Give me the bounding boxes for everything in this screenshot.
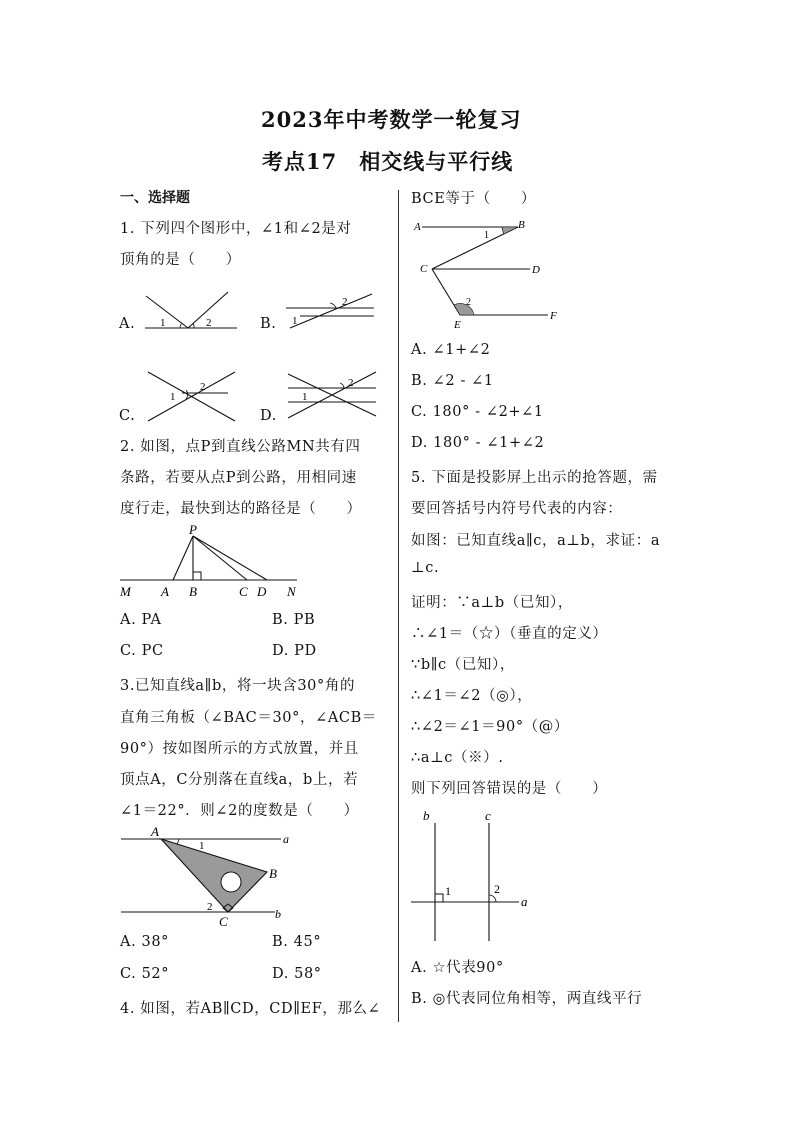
q5-line11: 则下列回答错误的是（ ） xyxy=(411,781,608,797)
q2-label-a: A xyxy=(161,584,169,599)
q4-option-a[interactable]: A. ∠1+∠2 xyxy=(411,342,491,358)
q5-angle2-label: 2 xyxy=(494,882,500,896)
q3-figure xyxy=(115,822,305,930)
q2-label-c: C xyxy=(239,584,248,599)
q5-label-line-c: c xyxy=(485,808,491,823)
q5-option-b[interactable]: B. ◎代表同位角相等，两直线平行 xyxy=(411,991,643,1007)
q2-label-b: B xyxy=(189,584,197,599)
q1-figure-d xyxy=(282,366,387,426)
q3-angle1-label: 1 xyxy=(199,840,205,852)
q4-label-a: A xyxy=(414,221,421,233)
page-subtitle: 考点17 相交线与平行线 xyxy=(262,149,514,174)
q5-label-line-a: a xyxy=(521,894,528,909)
q1a-angle2-label: 2 xyxy=(206,317,212,329)
section-heading: 一、选择题 xyxy=(120,190,190,206)
q4-label-e: E xyxy=(454,319,461,331)
q3-label-line-a: a xyxy=(283,832,289,846)
q1-option-a[interactable]: A. xyxy=(119,316,136,332)
q5-angle1-label: 1 xyxy=(445,884,451,898)
q2-label-d: D xyxy=(257,584,267,599)
q3-option-b[interactable]: B. 45° xyxy=(272,934,322,950)
q5-line7: ∵b∥c（已知）， xyxy=(411,657,515,673)
q4-line1: 4. 如图，若AB∥CD，CD∥EF，那么∠ xyxy=(120,1001,381,1017)
q4-label-c: C xyxy=(420,263,428,275)
q4-option-b[interactable]: B. ∠2 - ∠1 xyxy=(411,373,494,389)
q2-label-m: M xyxy=(120,584,131,599)
q2-figure xyxy=(115,524,315,602)
q2-line1: 2. 如图，点P到直线公路MN共有四 xyxy=(120,439,361,455)
q2-option-a[interactable]: A. PA xyxy=(120,612,162,628)
q4-label-b: B xyxy=(518,219,525,231)
q1c-angle1-label: 1 xyxy=(170,391,176,403)
q1d-angle2-label: 2 xyxy=(348,377,354,389)
q1-option-c[interactable]: C. xyxy=(119,408,136,424)
q1-figure-c xyxy=(140,366,245,426)
q1-figure-b xyxy=(282,290,382,335)
q3-angle2-label: 2 xyxy=(207,901,213,913)
q4-angle2-label: 2 xyxy=(466,297,471,308)
q3-line4: 顶点A，C分别落在直线a，b上，若 xyxy=(120,772,359,788)
q3-label-c: C xyxy=(219,914,228,929)
q5-line9: ∴∠2＝∠1＝90°（@） xyxy=(411,719,569,735)
q1d-angle1-label: 1 xyxy=(302,391,308,403)
q5-figure xyxy=(405,805,540,947)
q4-line2: BCE等于（ ） xyxy=(411,191,537,207)
q2-option-b[interactable]: B. PB xyxy=(272,612,316,628)
q5-line4: ⊥c. xyxy=(411,560,440,576)
q5-line1: 5. 下面是投影屏上出示的抢答题，需 xyxy=(411,470,658,486)
q3-line5: ∠1＝22°．则∠2的度数是（ ） xyxy=(120,803,359,819)
q3-option-c[interactable]: C. 52° xyxy=(120,966,170,982)
page-title: 2023年中考数学一轮复习 xyxy=(261,107,522,132)
q1c-angle2-label: 2 xyxy=(200,381,206,393)
q1b-angle2-label: 2 xyxy=(342,296,348,308)
q5-label-line-b: b xyxy=(423,808,430,823)
q3-line1: 3.已知直线a∥b，将一块含30°角的 xyxy=(120,678,356,694)
q1-figure-a xyxy=(140,288,245,338)
q2-line2: 条路，若要从点P到公路，用相同速 xyxy=(120,470,357,486)
q2-label-n: N xyxy=(287,584,296,599)
q3-label-line-b: b xyxy=(275,907,281,921)
q2-option-c[interactable]: C. PC xyxy=(120,643,164,659)
q5-line2: 要回答括号内符号代表的内容： xyxy=(411,501,623,517)
q1-line1: 1. 下列四个图形中，∠1和∠2是对 xyxy=(120,221,352,237)
q4-label-f: F xyxy=(550,310,557,322)
q5-line5: 证明：∵a⊥b（已知）， xyxy=(411,595,574,611)
q4-option-c[interactable]: C. 180° - ∠2+∠1 xyxy=(411,404,544,420)
q5-line8: ∴∠1＝∠2（◎）， xyxy=(411,688,533,704)
q3-option-a[interactable]: A. 38° xyxy=(120,934,169,950)
q2-option-d[interactable]: D. PD xyxy=(272,643,317,659)
q4-label-d: D xyxy=(532,264,540,276)
q3-option-d[interactable]: D. 58° xyxy=(272,966,322,982)
q5-line6: ∴∠1＝（☆）（垂直的定义） xyxy=(411,626,608,642)
q5-line10: ∴a⊥c（※）. xyxy=(411,750,504,766)
q3-label-b: B xyxy=(269,866,277,881)
q1-line2: 顶角的是（ ） xyxy=(120,252,241,268)
q5-option-a[interactable]: A. ☆代表90° xyxy=(411,960,504,976)
q1-option-b[interactable]: B. xyxy=(260,316,277,332)
q1-option-d[interactable]: D. xyxy=(260,408,277,424)
q4-figure xyxy=(410,212,570,332)
q3-line3: 90°）按如图所示的方式放置，并且 xyxy=(120,741,359,757)
q3-line2: 直角三角板（∠BAC＝30°，∠ACB＝ xyxy=(120,710,377,726)
q2-label-p: P xyxy=(189,524,197,537)
q3-label-a: A xyxy=(151,824,159,839)
q4-angle1-label: 1 xyxy=(484,230,489,241)
q1b-angle1-label: 1 xyxy=(292,315,298,327)
q5-line3: 如图：已知直线a∥c，a⊥b，求证：a xyxy=(411,533,661,549)
q1a-angle1-label: 1 xyxy=(160,317,166,329)
column-divider xyxy=(398,190,399,1022)
q4-option-d[interactable]: D. 180° - ∠1+∠2 xyxy=(411,435,545,451)
q2-line3: 度行走，最快到达的路径是（ ） xyxy=(120,501,362,517)
